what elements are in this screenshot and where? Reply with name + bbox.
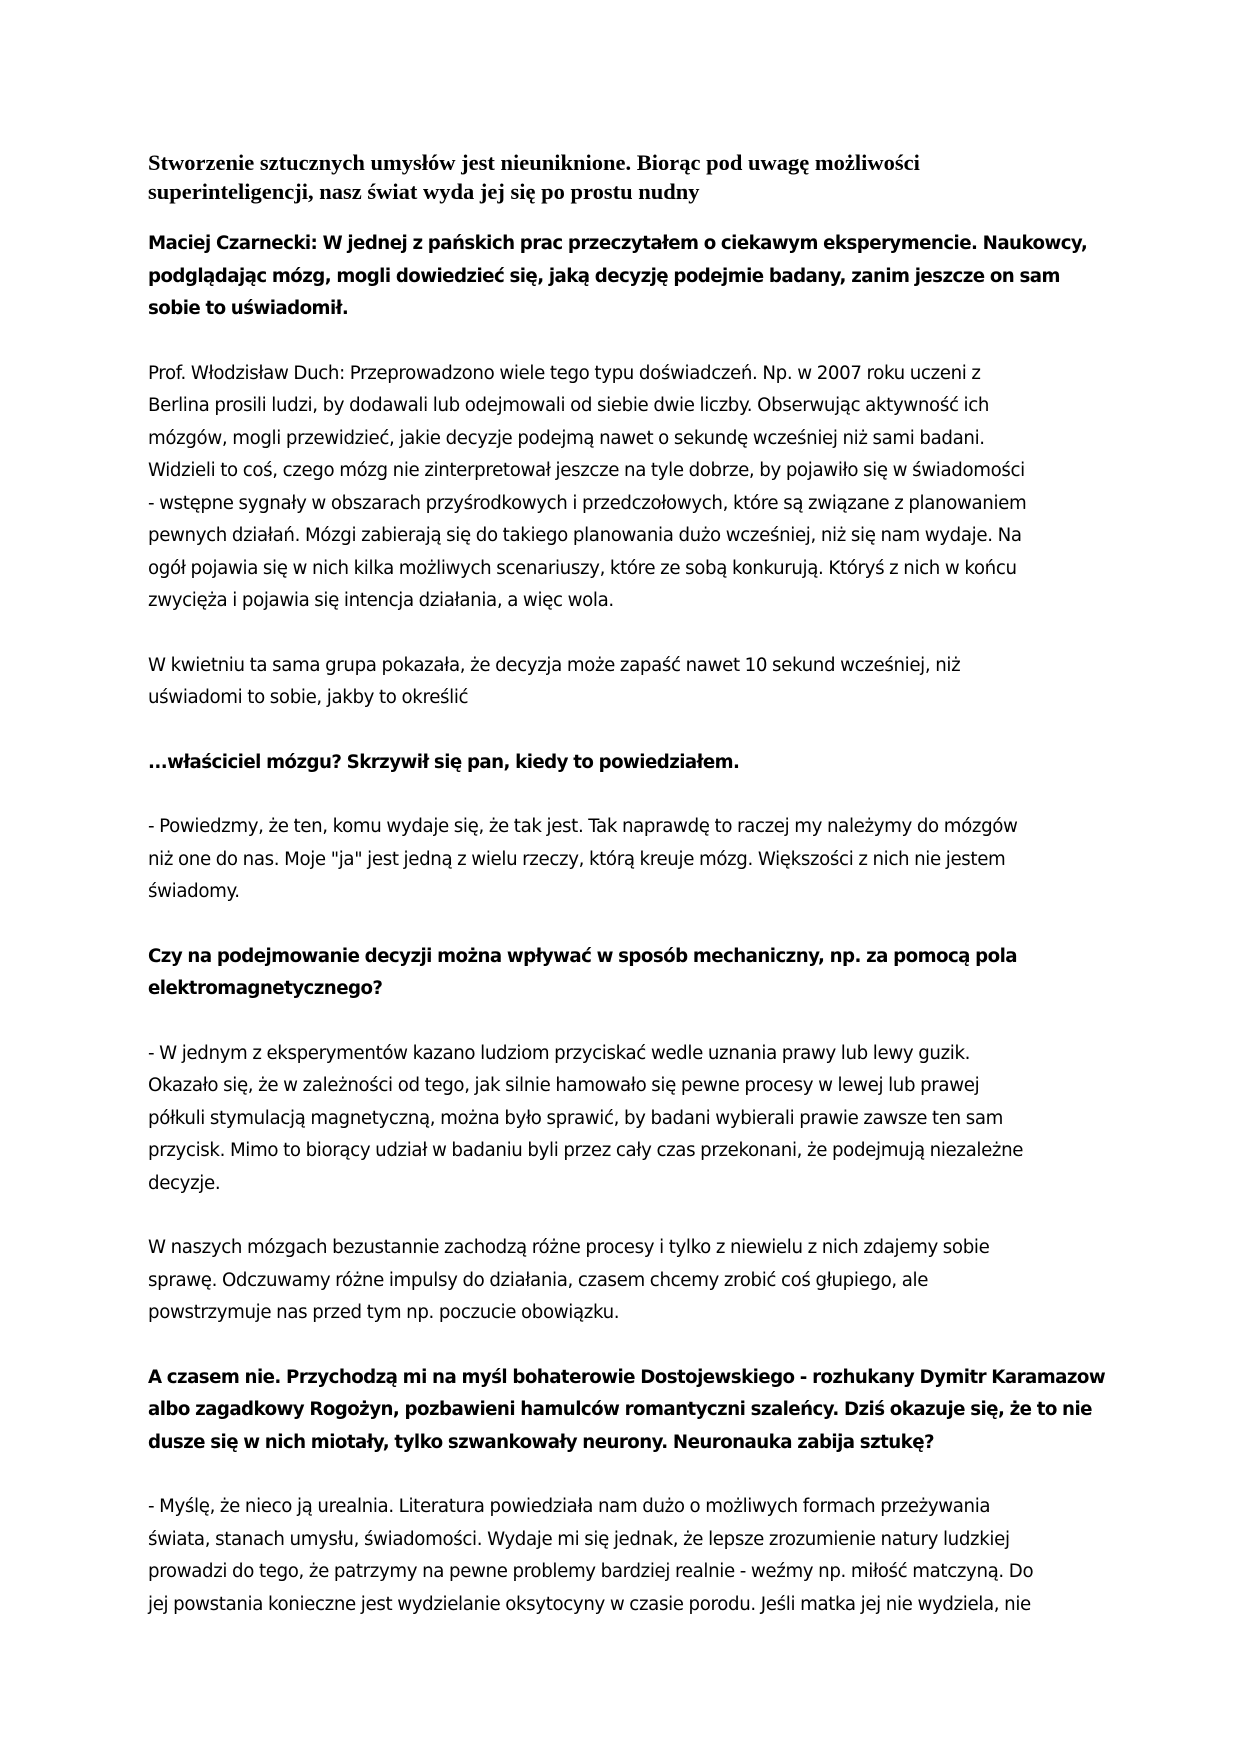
text-line: ...właściciel mózgu? Skrzywił się pan, kiedy to powiedziałem.: [148, 751, 740, 773]
text-line: Widzieli to coś, czego mózg nie zinterpretował jeszcze na tyle dobrze, by pojawiło się w świadomości: [148, 460, 1025, 481]
text-line: Prof. Włodzisław Duch: Przeprowadzono wiele tego typu doświadczeń. Np. w 2007 roku uczeni z: [148, 362, 981, 384]
title-line: superinteligencji, nasz świat wyda jej się po prostu nudny: [148, 179, 700, 204]
text-line: - Myślę, że nieco ją urealnia. Literatura powiedziała nam dużo o możliwych formach przeżywania: [148, 1496, 991, 1517]
text-line: W kwietniu ta sama grupa pokazała, że decyzja może zapaść nawet 10 sekund wcześniej, niż: [148, 654, 961, 676]
answer-paragraph: [148, 650, 1098, 715]
text-line: zwycięża i pojawia się intencja działania, a więc wola.: [148, 590, 614, 611]
text-line: A czasem nie. Przychodzą mi na myśl bohaterowie Dostojewskiego - rozhukany Dymitr Karamazow: [148, 1366, 1106, 1388]
text-line: półkuli stymulacją magnetyczną, można było sprawić, by badani wybierali prawie zawsze ten sam: [148, 1107, 1003, 1129]
text-line: - Powiedzmy, że ten, komu wydaje się, że tak jest. Tak naprawdę to raczej my należymy do mózgów: [148, 816, 1018, 837]
text-line: świata, stanach umysłu, świadomości. Wydaje mi się jednak, że lepsze zrozumienie natury ludzkiej: [148, 1528, 1010, 1550]
text-line: świadomy.: [148, 881, 240, 902]
text-line: Okazało się, że w zależności od tego, jak silnie hamowało się pewne procesy w lewej lub prawej: [148, 1075, 980, 1096]
text-line: uświadomi to sobie, jakby to określić: [148, 687, 469, 708]
text-line: W naszych mózgach bezustannie zachodzą różne procesy i tylko z niewielu z nich zdajemy sobie: [148, 1237, 990, 1258]
text-line: dusze się w nich miotały, tylko szwankowały neurony. Neuronauka zabija sztukę?: [148, 1431, 934, 1453]
text-line: pewnych działań. Mózgi zabierają się do takiego planowania dużo wcześniej, niż się nam wydaje. Na: [148, 525, 1022, 546]
text-line: Maciej Czarnecki: W jednej z pańskich prac przeczytałem o ciekawym eksperymencie. Naukowcy,: [148, 233, 1088, 254]
text-line: elektromagnetycznego?: [148, 978, 383, 999]
answer-paragraph: [148, 1232, 1098, 1330]
text-line: sobie to uświadomił.: [148, 298, 349, 319]
article-title: [148, 148, 1098, 206]
text-line: prowadzi do tego, że patrzymy na pewne problemy bardziej realnie - weźmy np. miłość matczyną. Do: [148, 1561, 1034, 1582]
text-line: jej powstania konieczne jest wydzielanie oksytocyny w czasie porodu. Jeśli matka jej nie wydziela, nie: [148, 1593, 1031, 1615]
text-line: przycisk. Mimo to biorący udział w badaniu byli przez cały czas przekonani, że podejmują niezależne: [148, 1140, 1024, 1161]
question-paragraph: [148, 941, 1098, 1006]
answer-paragraph: [148, 811, 1098, 909]
question-paragraph: [148, 1362, 1106, 1460]
question-paragraph: [148, 747, 1098, 780]
answer-paragraph: [148, 1038, 1098, 1201]
answer-paragraph: [148, 1491, 1098, 1621]
text-line: ogół pojawia się w nich kilka możliwych scenariuszy, które ze sobą konkurują. Któryś z nich w końcu: [148, 557, 1017, 579]
text-line: sprawę. Odczuwamy różne impulsy do działania, czasem chcemy zrobić coś głupiego, ale: [148, 1269, 929, 1291]
text-line: podglądając mózg, mogli dowiedzieć się, jaką decyzję podejmie badany, zanim jeszcze on sam: [148, 265, 1060, 287]
text-line: - W jednym z eksperymentów kazano ludziom przyciskać wedle uznania prawy lub lewy guzik.: [148, 1042, 971, 1064]
question-paragraph: [148, 228, 1098, 326]
text-line: - wstępne sygnały w obszarach przyśrodkowych i przedczołowych, które są związane z planowaniem: [148, 492, 1027, 514]
document-page: [148, 148, 1106, 1653]
text-line: powstrzymuje nas przed tym np. poczucie obowiązku.: [148, 1302, 620, 1323]
text-line: Berlina prosili ludzi, by dodawali lub odejmowali od siebie dwie liczby. Obserwując aktywność ich: [148, 395, 990, 416]
text-line: albo zagadkowy Rogożyn, pozbawieni hamulców romantyczni szaleńcy. Dziś okazuje się, że to nie: [148, 1399, 1092, 1420]
text-line: Czy na podejmowanie decyzji można wpływać w sposób mechaniczny, np. za pomocą pola: [148, 945, 1018, 967]
title-line: Stworzenie sztucznych umysłów jest nieuniknione. Biorąc pod uwagę możliwości: [148, 150, 920, 175]
text-line: decyzje.: [148, 1172, 221, 1194]
text-line: niż one do nas. Moje "ja" jest jedną z wielu rzeczy, którą kreuje mózg. Większości z nich nie jestem: [148, 848, 1006, 870]
text-line: mózgów, mogli przewidzieć, jakie decyzje podejmą nawet o sekundę wcześniej niż sami badani.: [148, 427, 985, 449]
answer-paragraph: [148, 358, 1098, 618]
